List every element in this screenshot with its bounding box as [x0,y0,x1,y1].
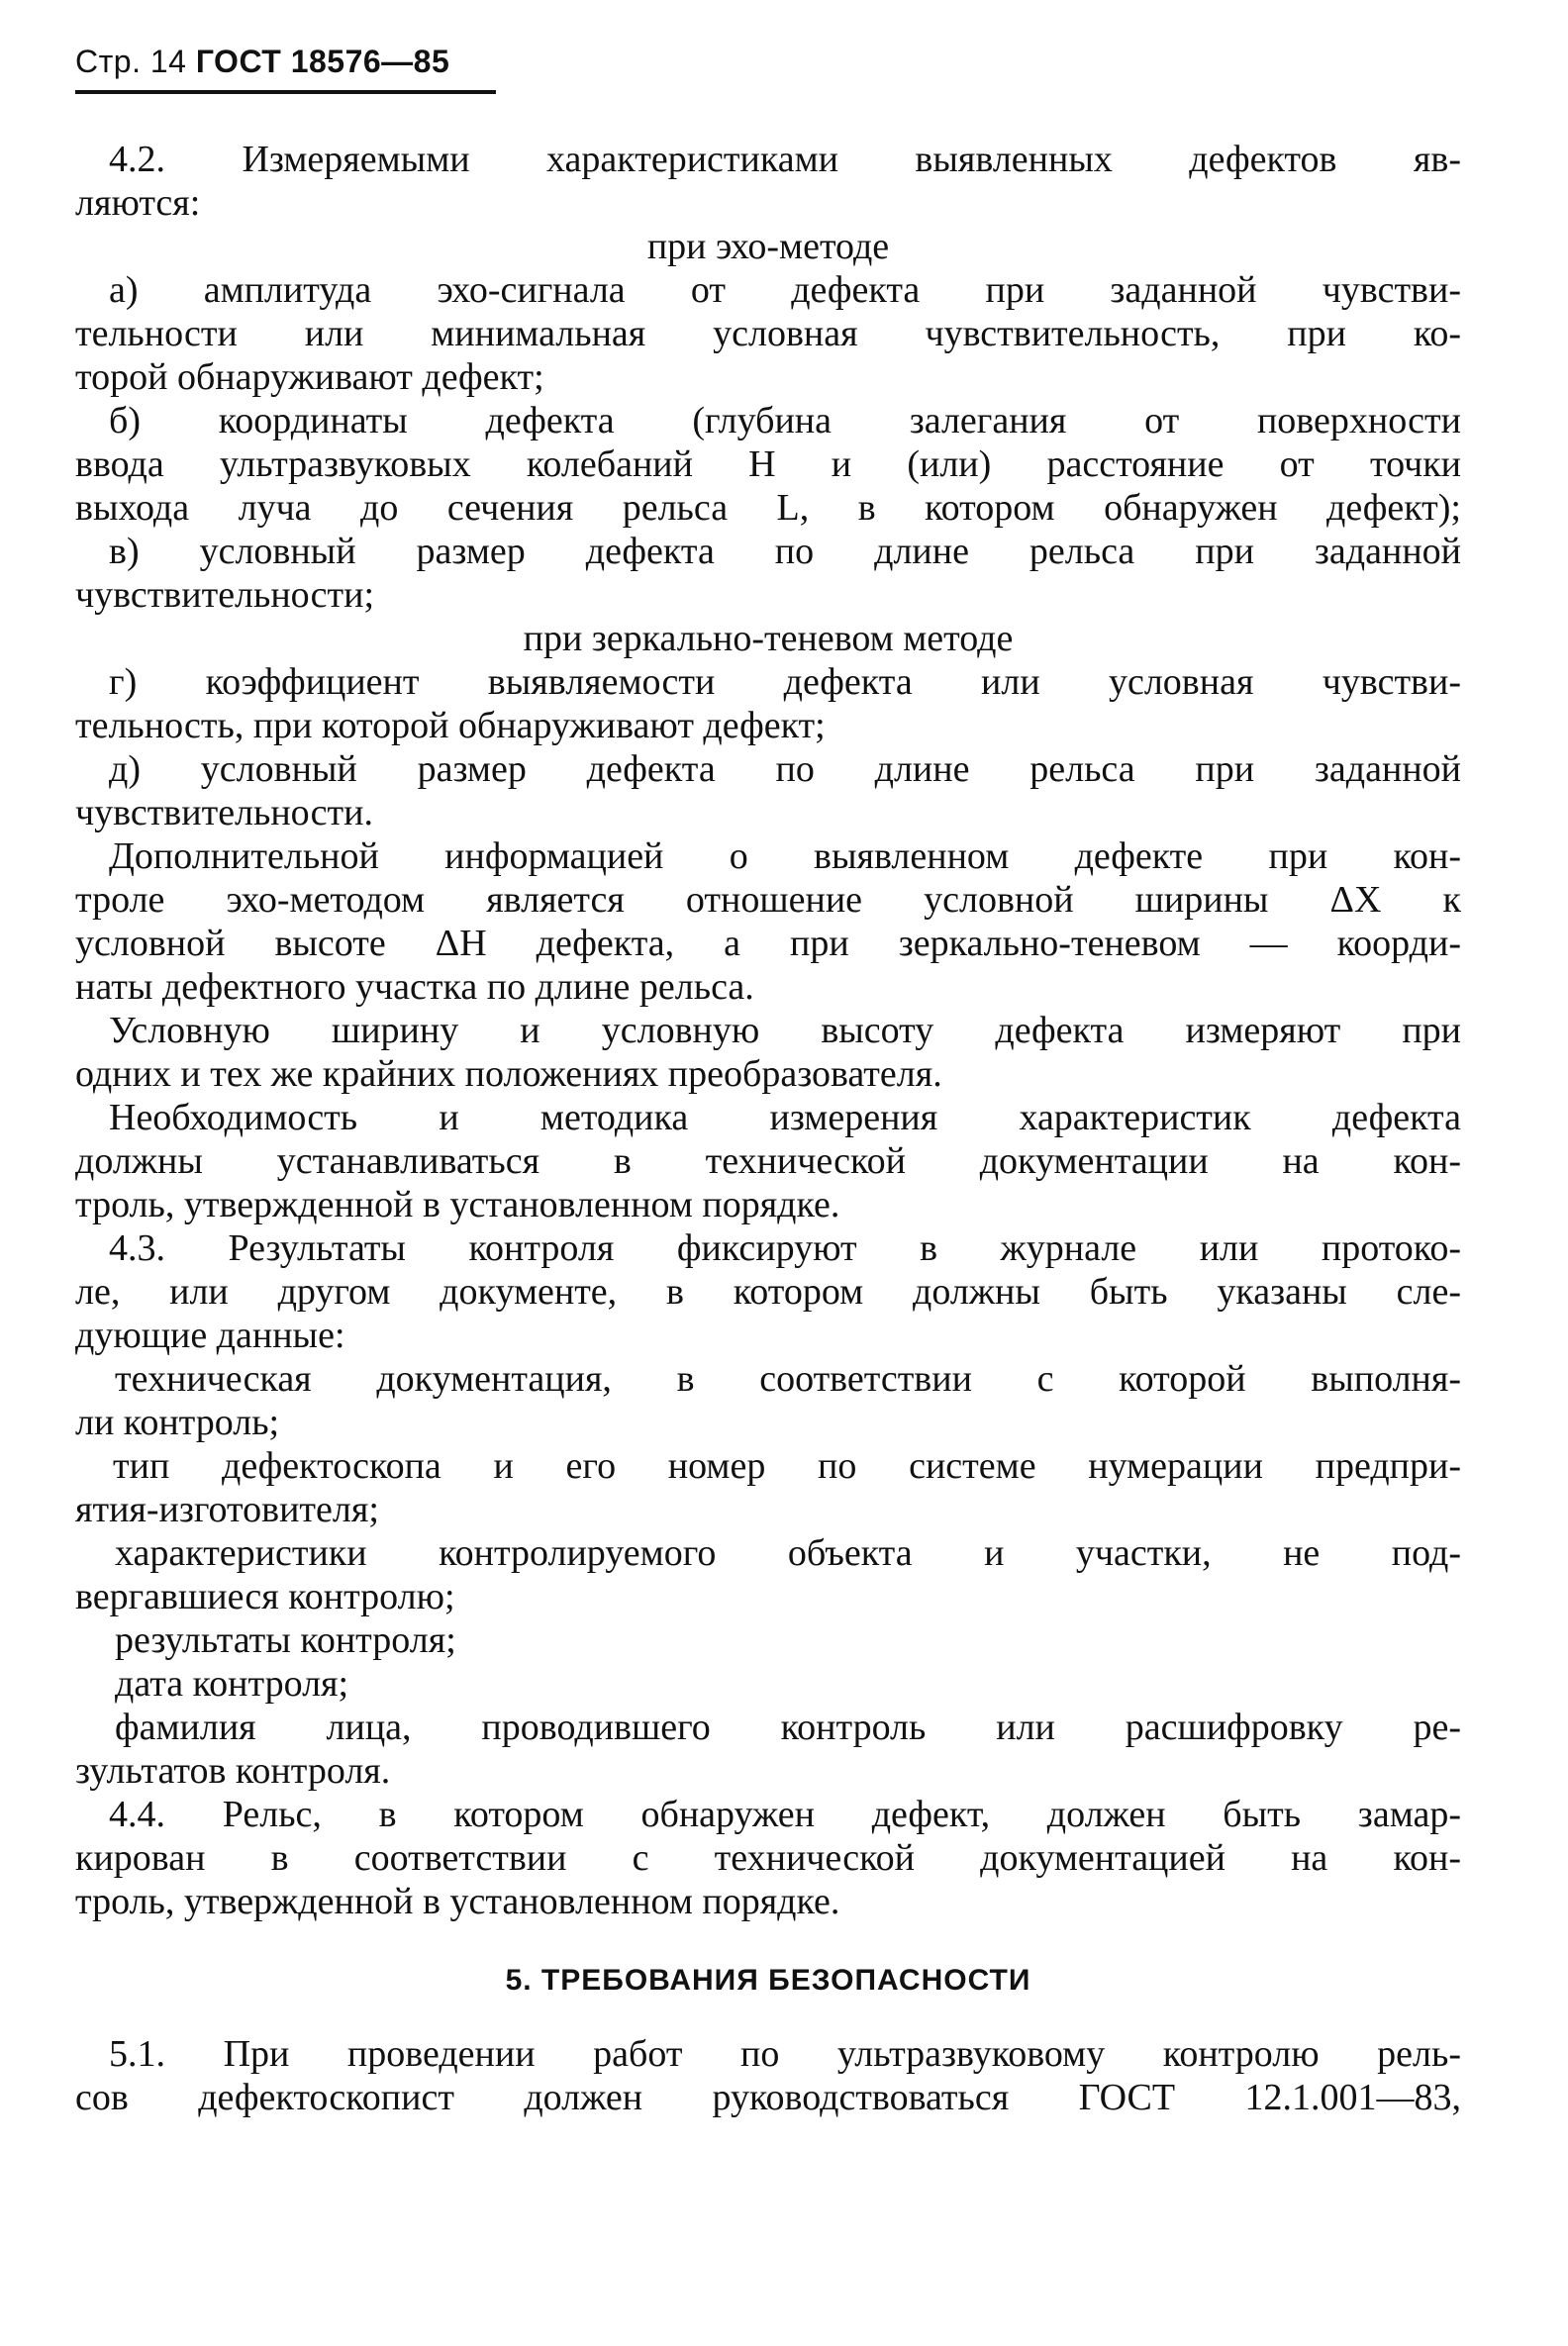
text-line: Необходимость и методика измерения характеристик дефекта [109,1097,1461,1138]
text-line: в) условный размер дефекта по длине рельса при заданной [109,531,1461,572]
text-line: фамилия лица, проводившего контроль или расшифровку ре- [115,1707,1461,1748]
text-line: б) координаты дефекта (глубина залегания от поверхности [109,400,1461,441]
section-5-text [75,2032,1461,2119]
text-line: условной высоте ΔH дефекта, а при зеркально-теневом — коорди- [75,923,1461,964]
text-line: ле, или другом документе, в котором должны быть указаны сле- [75,1271,1461,1313]
page-header [75,44,496,94]
text-line: д) условный размер дефекта по длине рельса при заданной [109,748,1461,790]
text-line: чувствительности. [75,792,373,833]
text-line: ятия-изготовителя; [75,1489,379,1530]
text-line: торой обнаруживают дефект; [75,356,544,398]
text-line: троль, утвержденной в установленном порядке. [75,1184,840,1225]
text-line: 5.1. При проведении работ по ультразвуковому контролю рель- [109,2033,1461,2075]
text-line: 4.2. Измеряемыми характеристиками выявленных дефектов яв- [109,139,1461,180]
text-line: сов дефектоскопист должен руководствоваться ГОСТ 12.1.001—83, [75,2077,1461,2118]
text-line: чувствительности; [75,574,374,616]
section-4-text [75,138,1461,1923]
text-line: г) коэффициент выявляемости дефекта или условная чувстви- [109,661,1461,703]
text-line: Условную ширину и условную высоту дефекта измеряют при [109,1010,1461,1051]
section-title: 5. ТРЕБОВАНИЯ БЕЗОПАСНОСТИ [505,1964,1031,1997]
text-line: ввода ультразвуковых колебаний H и (или) расстояние от точки [75,443,1461,485]
text-line: троль, утвержденной в установленном порядке. [75,1881,840,1922]
text-line: дующие данные: [75,1315,345,1356]
text-line: выхода луча до сечения рельса L, в котором обнаружен дефект); [75,487,1461,529]
text-line: тельность, при которой обнаруживают дефект; [75,705,826,746]
text-line: ляются: [75,182,201,224]
text-line: дата контроля; [115,1663,349,1705]
text-line: результаты контроля; [115,1619,456,1661]
text-line: кирован в соответствии с технической документацией на кон- [75,1837,1461,1879]
text-line: при зеркально-теневом методе [523,618,1014,659]
text-line: одних и тех же крайних положениях преобразователя. [75,1053,942,1095]
text-line: 4.4. Рельс, в котором обнаружен дефект, должен быть замар- [109,1794,1461,1835]
standard-code: ГОСТ 18576—85 [195,44,450,79]
document-page [75,44,1461,2118]
text-line: вергавшиеся контролю; [75,1576,455,1617]
text-line: а) амплитуда эхо-сигнала от дефекта при заданной чувстви- [109,269,1461,311]
text-line: характеристики контролируемого объекта и участки, не под- [115,1532,1461,1574]
text-line: тельности или минимальная условная чувствительность, при ко- [75,313,1461,354]
text-line: тип дефектоскопа и его номер по системе нумерации предпри- [113,1445,1461,1487]
text-line: наты дефектного участка по длине рельса. [75,966,754,1008]
text-line: при эхо-методе [646,226,890,267]
document-body [75,138,1461,2119]
text-line: троле эхо-методом является отношение условной ширины ΔX к [75,879,1461,921]
text-line: ли контроль; [75,1402,280,1443]
text-line: должны устанавливаться в технической документации на кон- [75,1140,1461,1182]
page-label: Стр. 14 [75,44,187,79]
text-line: 4.3. Результаты контроля фиксируют в журнале или протоко- [109,1227,1461,1269]
text-line: зультатов контроля. [75,1750,391,1792]
text-line: техническая документация, в соответствии с которой выполня- [115,1358,1461,1400]
text-line: Дополнительной информацией о выявленном дефекте при кон- [109,835,1461,877]
